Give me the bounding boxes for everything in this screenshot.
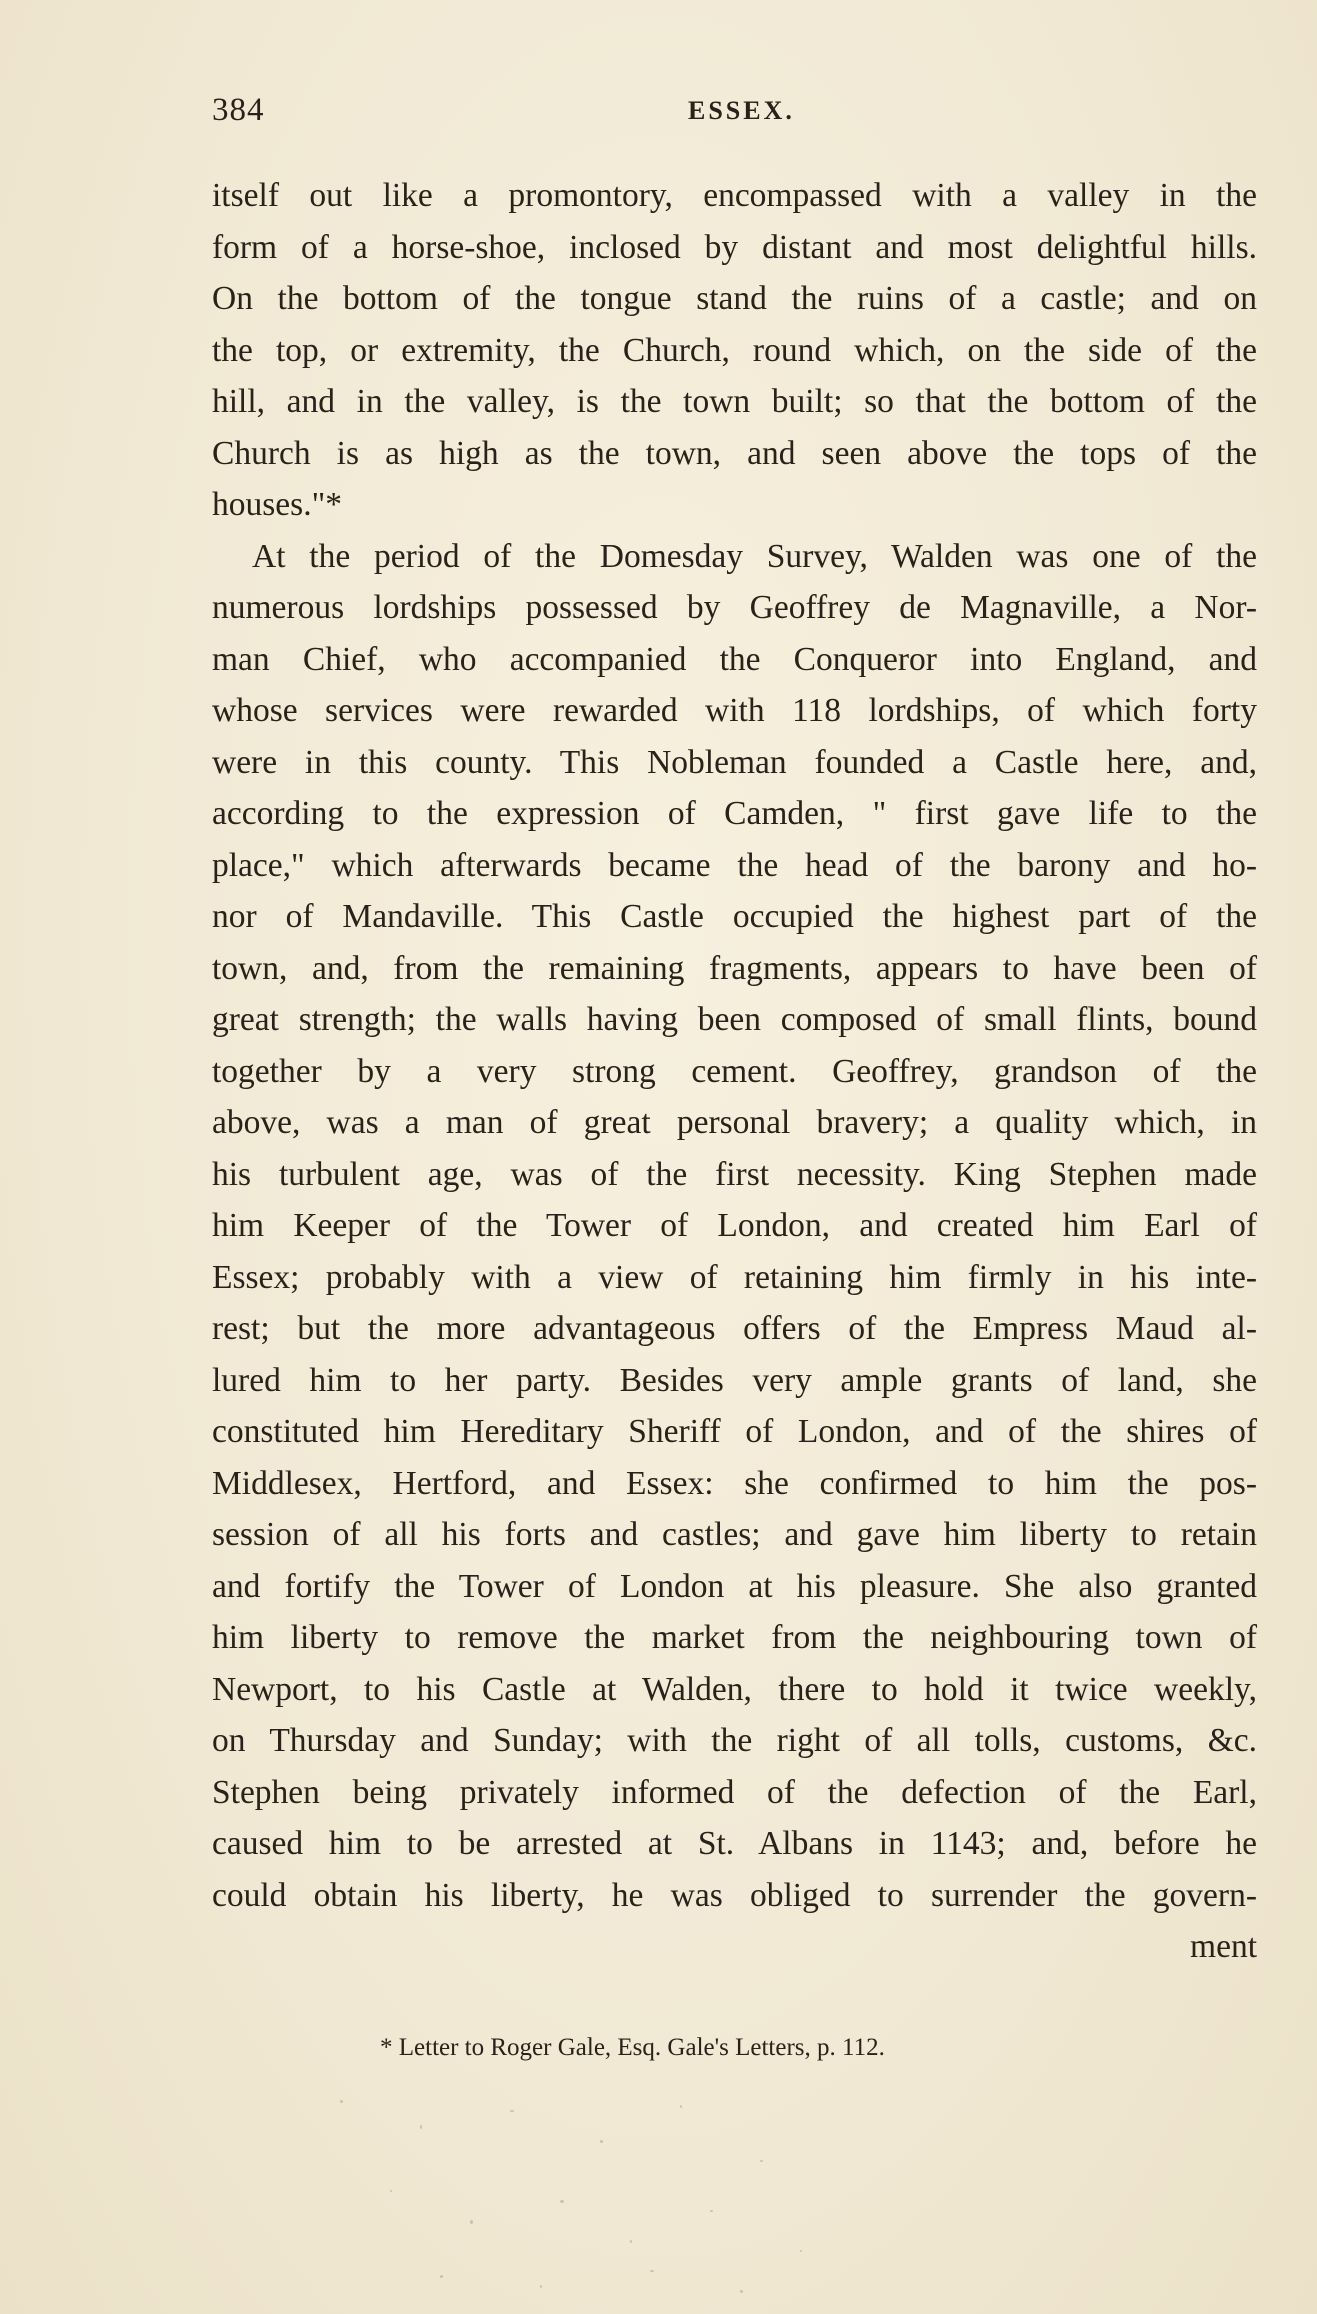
text-line: whose services were rewarded with 118 lordships, of which forty: [212, 692, 1257, 729]
text-line: could obtain his liberty, he was obliged to surrender the govern-: [212, 1876, 1257, 1914]
text-line: were in this county. This Nobleman founded a Castle here, and,: [212, 743, 1257, 781]
text-line: form of a horse-shoe, inclosed by distant and most delightful hills.: [212, 228, 1257, 266]
page-number: 384: [212, 92, 265, 128]
running-title: ESSEX.: [688, 96, 795, 125]
text-line: Newport, to his Castle at Walden, there to hold it twice weekly,: [212, 1670, 1257, 1708]
text-line: him Keeper of the Tower of London, and created him Earl of: [212, 1207, 1257, 1244]
text-line: according to the expression of Camden, " first gave life to the: [212, 795, 1257, 832]
running-head: [212, 92, 1252, 132]
text-line: Essex; probably with a view of retaining him firmly in his inte-: [212, 1258, 1257, 1296]
text-line: session of all his forts and castles; and gave him liberty to retain: [212, 1516, 1257, 1553]
text-line: houses."*: [212, 486, 342, 523]
text-line: above, was a man of great personal bravery; a quality which, in: [212, 1104, 1257, 1141]
text-line: itself out like a promontory, encompassed with a valley in the: [212, 177, 1257, 214]
text-line: the top, or extremity, the Church, round which, on the side of the: [212, 331, 1257, 369]
text-line: rest; but the more advantageous offers of the Empress Maud al-: [212, 1310, 1257, 1347]
text-line: him liberty to remove the market from the neighbouring town of: [212, 1619, 1257, 1656]
text-line: together by a very strong cement. Geoffrey, grandson of the: [212, 1052, 1257, 1090]
text-line: Stephen being privately informed of the defection of the Earl,: [212, 1773, 1257, 1811]
text-line: Middlesex, Hertford, and Essex: she confirmed to him the pos-: [212, 1464, 1257, 1502]
text-line: constituted him Hereditary Sheriff of London, and of the shires of: [212, 1413, 1257, 1450]
text-line: great strength; the walls having been composed of small flints, bound: [212, 1001, 1257, 1038]
text-line: numerous lordships possessed by Geoffrey de Magnaville, a Nor-: [212, 589, 1257, 626]
text-line: On the bottom of the tongue stand the ruins of a castle; and on: [212, 280, 1257, 317]
text-line: man Chief, who accompanied the Conqueror into England, and: [212, 640, 1257, 678]
body-text: [212, 170, 1257, 1973]
text-line: town, and, from the remaining fragments, appears to have been of: [212, 949, 1257, 987]
text-line: and fortify the Tower of London at his pleasure. She also granted: [212, 1567, 1257, 1605]
text-line: nor of Mandaville. This Castle occupied the highest part of the: [212, 898, 1257, 935]
text-line: Church is as high as the town, and seen above the tops of the: [212, 434, 1257, 472]
text-line: lured him to her party. Besides very ample grants of land, she: [212, 1361, 1257, 1399]
footnote: * Letter to Roger Gale, Esq. Gale's Letters, p. 112.: [380, 2034, 885, 2061]
show-through-specks: [300, 2080, 860, 2310]
text-line: hill, and in the valley, is the town built; so that the bottom of the: [212, 383, 1257, 420]
text-line: on Thursday and Sunday; with the right of all tolls, customs, &c.: [212, 1722, 1257, 1759]
text-line: place," which afterwards became the head of the barony and ho-: [212, 846, 1257, 884]
catchword: ment: [1190, 1928, 1257, 1965]
paragraph-start-line: At the period of the Domesday Survey, Walden was one of the: [252, 537, 1257, 575]
text-line: caused him to be arrested at St. Albans in 1143; and, before he: [212, 1825, 1257, 1862]
text-line: his turbulent age, was of the first necessity. King Stephen made: [212, 1155, 1257, 1193]
